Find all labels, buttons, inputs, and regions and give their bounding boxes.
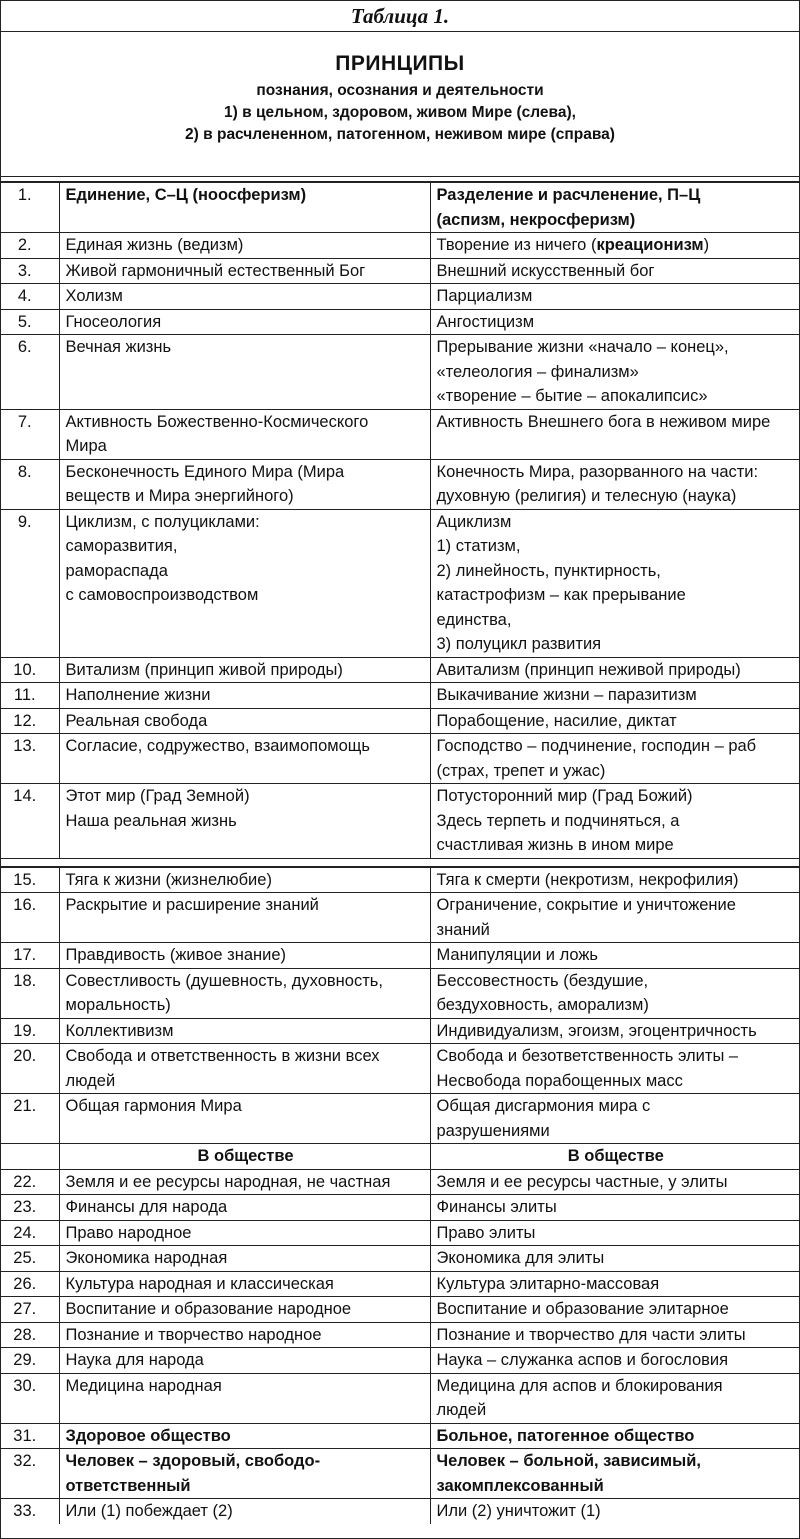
- table-row: [1, 708, 799, 734]
- cell-line: Ациклизм: [436, 512, 512, 531]
- principle-whole-world: [59, 284, 430, 310]
- cell-line: Гносеология: [65, 312, 162, 331]
- cell-line: Наша реальная жизнь: [65, 811, 237, 830]
- principle-whole-world: [59, 1348, 430, 1374]
- principle-dismembered-world: [430, 1322, 799, 1348]
- principle-dismembered-world: [430, 867, 799, 893]
- principle-whole-world: [59, 657, 430, 683]
- principle-dismembered-world: [430, 509, 799, 657]
- cell-line: Познание и творчество для части элиты: [436, 1325, 746, 1344]
- table-row: [1, 734, 799, 784]
- principle-dismembered-world: [430, 1271, 799, 1297]
- table-header: [1, 32, 799, 177]
- principle-whole-world: [59, 409, 430, 459]
- row-number: 30.: [1, 1373, 59, 1423]
- cell-line: В обществе: [567, 1147, 664, 1165]
- cell-line: Единая жизнь (ведизм): [65, 236, 244, 254]
- principle-whole-world: [59, 708, 430, 734]
- principle-whole-world: [59, 1044, 430, 1094]
- principle-whole-world: [59, 309, 430, 335]
- cell-line: Ограничение, сокрытие и уничтожение: [436, 896, 736, 914]
- table-row: [1, 1271, 799, 1297]
- table-caption: Таблица 1.: [1, 1, 799, 32]
- principle-whole-world: [59, 968, 430, 1018]
- cell-line: Живой гармоничный естественный Бог: [65, 261, 366, 280]
- row-number: 10.: [1, 657, 59, 683]
- principle-dismembered-world: [430, 893, 799, 943]
- table-row: [1, 1297, 799, 1323]
- row-number: 32.: [1, 1449, 59, 1499]
- cell-line: Или (2) уничтожит (1): [436, 1502, 601, 1520]
- principle-whole-world: [59, 1144, 430, 1170]
- cell-line: Наука – служанка аспов и богословия: [436, 1351, 729, 1369]
- principle-whole-world: [59, 1449, 430, 1499]
- cell-line: 2) линейность, пунктирность,: [436, 561, 661, 580]
- cell-line: Этот мир (Град Земной): [65, 787, 250, 805]
- cell-line: Или (1) побеждает (2): [65, 1502, 233, 1520]
- table-row: [1, 1195, 799, 1221]
- principle-dismembered-world: [430, 335, 799, 410]
- row-number: 21.: [1, 1094, 59, 1144]
- table-row: [1, 1094, 799, 1144]
- header-line-1: познания, осознания и деятельности: [256, 82, 544, 99]
- cell-line: рамораспада: [65, 561, 168, 580]
- cell-line: Бесконечность Единого Мира (Мира: [65, 462, 345, 481]
- cell-line: Человек – здоровый, свободо-: [65, 1452, 321, 1470]
- cell-line: Право элиты: [436, 1223, 536, 1242]
- cell-line: людей: [436, 1401, 487, 1419]
- principle-whole-world: [59, 1018, 430, 1044]
- cell-line: (страх, трепет и ужас): [436, 761, 606, 780]
- principle-dismembered-world: [430, 183, 799, 233]
- cell-line: Порабощение, насилие, диктат: [436, 711, 677, 730]
- principle-whole-world: [59, 1094, 430, 1144]
- row-number: 31.: [1, 1423, 59, 1449]
- cell-line: Наполнение жизни: [65, 686, 211, 704]
- row-number: 1.: [1, 183, 59, 233]
- cell-line: единства,: [436, 610, 512, 629]
- cell-line: 1) статизм,: [436, 537, 521, 555]
- principle-whole-world: [59, 943, 430, 969]
- cell-line: Наука для народа: [65, 1351, 204, 1369]
- principle-dismembered-world: [430, 968, 799, 1018]
- cell-line: Экономика народная: [65, 1249, 228, 1267]
- cell-line: (аспизм, некросферизм): [436, 210, 636, 229]
- principle-whole-world: [59, 893, 430, 943]
- row-number: 8.: [1, 459, 59, 509]
- row-number: 25.: [1, 1246, 59, 1272]
- row-number: 9.: [1, 509, 59, 657]
- cell-line: Реальная свобода: [65, 711, 208, 730]
- cell-line: Свобода и ответственность в жизни всех: [65, 1047, 380, 1065]
- cell-line: Воспитание и образование народное: [65, 1300, 352, 1318]
- row-number: 16.: [1, 893, 59, 943]
- cell-line: Разделение и расчленение, П–Ц: [436, 186, 701, 204]
- principle-dismembered-world: [430, 233, 799, 259]
- principle-whole-world: [59, 784, 430, 859]
- cell-line: Витализм (принцип живой природы): [65, 660, 343, 679]
- principle-dismembered-world: [430, 1297, 799, 1323]
- table-row: [1, 335, 799, 410]
- row-number: 7.: [1, 409, 59, 459]
- row-number: 23.: [1, 1195, 59, 1221]
- principle-dismembered-world: [430, 1169, 799, 1195]
- cell-line: Единение, С–Ц (ноосферизм): [65, 186, 307, 204]
- principles-table-part-2: [1, 867, 799, 1524]
- row-number: 33.: [1, 1499, 59, 1524]
- principle-whole-world: [59, 1297, 430, 1323]
- table-row: [1, 1144, 799, 1170]
- row-number: 13.: [1, 734, 59, 784]
- principle-dismembered-world: [430, 258, 799, 284]
- cell-line: веществ и Мира энергийного): [65, 487, 294, 505]
- principle-dismembered-world: [430, 1449, 799, 1499]
- table-break: [1, 859, 799, 867]
- principle-dismembered-world: [430, 309, 799, 335]
- cell-line: В обществе: [197, 1147, 294, 1165]
- table-row: [1, 409, 799, 459]
- principle-whole-world: [59, 867, 430, 893]
- table-row: [1, 1499, 799, 1524]
- principle-dismembered-world: [430, 657, 799, 683]
- cell-line: счастливая жизнь в ином мире: [436, 836, 674, 854]
- cell-line: Раскрытие и расширение знаний: [65, 896, 319, 914]
- cell-line: Правдивость (живое знание): [65, 946, 287, 964]
- table-row: [1, 1220, 799, 1246]
- cell-line: людей: [65, 1071, 116, 1090]
- table-row: [1, 1044, 799, 1094]
- table-row: [1, 233, 799, 259]
- cell-line: Внешний искусственный бог: [436, 261, 655, 280]
- cell-line: Общая гармония Мира: [65, 1097, 242, 1115]
- cell-line: Парциализм: [436, 287, 533, 305]
- cell-line: Выкачивание жизни – паразитизм: [436, 686, 697, 704]
- principle-whole-world: [59, 1423, 430, 1449]
- table-row: [1, 1449, 799, 1499]
- cell-line: Несвобода порабощенных масс: [436, 1071, 683, 1090]
- principle-whole-world: [59, 183, 430, 233]
- principle-dismembered-world: [430, 1246, 799, 1272]
- row-number: 29.: [1, 1348, 59, 1374]
- table-row: [1, 459, 799, 509]
- row-number: 15.: [1, 867, 59, 893]
- cell-line: Потусторонний мир (Град Божий): [436, 787, 693, 805]
- row-number: 26.: [1, 1271, 59, 1297]
- principle-dismembered-world: [430, 1144, 799, 1170]
- principle-whole-world: [59, 683, 430, 709]
- cell-line: Авитализм (принцип неживой природы): [436, 660, 741, 679]
- table-row: [1, 1169, 799, 1195]
- principle-dismembered-world: [430, 784, 799, 859]
- cell-line: Циклизм, с полуциклами:: [65, 512, 260, 531]
- row-number: 5.: [1, 309, 59, 335]
- table-row: [1, 1423, 799, 1449]
- principle-dismembered-world: [430, 1018, 799, 1044]
- table-row: [1, 1373, 799, 1423]
- principle-dismembered-world: [430, 708, 799, 734]
- table-row: [1, 657, 799, 683]
- table-row: [1, 1322, 799, 1348]
- principle-whole-world: [59, 335, 430, 410]
- cell-line: Здесь терпеть и подчиняться, а: [436, 811, 680, 830]
- principle-whole-world: [59, 1322, 430, 1348]
- cell-line: Медицина для аспов и блокирования: [436, 1376, 723, 1395]
- table-row: [1, 1348, 799, 1374]
- row-number: 24.: [1, 1220, 59, 1246]
- cell-line: Манипуляции и ложь: [436, 946, 599, 964]
- cell-line: Господство – подчинение, господин – раб: [436, 737, 757, 755]
- table-row: [1, 284, 799, 310]
- cell-line: Общая дисгармония мира с: [436, 1097, 651, 1115]
- row-number: 28.: [1, 1322, 59, 1348]
- row-number: 18.: [1, 968, 59, 1018]
- cell-line: Познание и творчество народное: [65, 1325, 322, 1344]
- row-number: 20.: [1, 1044, 59, 1094]
- principle-whole-world: [59, 233, 430, 259]
- cell-line: Земля и ее ресурсы народная, не частная: [65, 1172, 391, 1191]
- principle-whole-world: [59, 1169, 430, 1195]
- principle-dismembered-world: [430, 1499, 799, 1524]
- principle-dismembered-world: [430, 1195, 799, 1221]
- cell-line: Свобода и безответственность элиты –: [436, 1047, 739, 1065]
- cell-line: Активность Божественно-Космического: [65, 412, 369, 431]
- row-number: [1, 1144, 59, 1170]
- principle-whole-world: [59, 1220, 430, 1246]
- table-row: [1, 943, 799, 969]
- table-row: [1, 968, 799, 1018]
- table-row: [1, 867, 799, 893]
- cell-line: Мира: [65, 437, 107, 455]
- cell-line: Воспитание и образование элитарное: [436, 1300, 729, 1318]
- principle-whole-world: [59, 509, 430, 657]
- principle-whole-world: [59, 1271, 430, 1297]
- table-row: [1, 258, 799, 284]
- principle-whole-world: [59, 734, 430, 784]
- table-row: [1, 1018, 799, 1044]
- principle-dismembered-world: [430, 1423, 799, 1449]
- cell-line: духовную (религия) и телесную (наука): [436, 487, 737, 505]
- row-number: 14.: [1, 784, 59, 859]
- cell-line: ответственный: [65, 1476, 191, 1495]
- table-row: [1, 893, 799, 943]
- cell-line: Экономика для элиты: [436, 1249, 605, 1267]
- cell-line: Тяга к смерти (некротизм, некрофилия): [436, 870, 739, 889]
- header-title: ПРИНЦИПЫ: [335, 52, 465, 75]
- cell-line: Финансы элиты: [436, 1198, 557, 1216]
- principle-whole-world: [59, 1195, 430, 1221]
- cell-line: Финансы для народа: [65, 1198, 228, 1216]
- cell-line: Ангостицизм: [436, 312, 535, 331]
- cell-line: саморазвития,: [65, 537, 178, 555]
- principle-dismembered-world: [430, 1220, 799, 1246]
- cell-line: Конечность Мира, разорванного на части:: [436, 462, 759, 481]
- cell-line: Здоровое общество: [65, 1426, 231, 1445]
- cell-line: моральность): [65, 996, 171, 1014]
- row-number: 17.: [1, 943, 59, 969]
- row-number: 3.: [1, 258, 59, 284]
- cell-line: Индивидуализм, эгоизм, эгоцентричность: [436, 1021, 757, 1040]
- cell-line: Культура народная и классическая: [65, 1274, 334, 1293]
- principle-dismembered-world: [430, 1373, 799, 1423]
- cell-line: Вечная жизнь: [65, 338, 172, 356]
- cell-line: Холизм: [65, 287, 123, 305]
- table-row: [1, 683, 799, 709]
- principle-whole-world: [59, 1499, 430, 1524]
- principle-dismembered-world: [430, 1348, 799, 1374]
- header-line-2: 1) в цельном, здоровом, живом Мире (слева),: [224, 104, 576, 121]
- emphasis-creationism: креационизм: [596, 236, 704, 254]
- row-number: 12.: [1, 708, 59, 734]
- cell-line: Коллективизм: [65, 1021, 174, 1040]
- principle-dismembered-world: [430, 734, 799, 784]
- cell-line: Медицина народная: [65, 1376, 222, 1395]
- cell-line: Бессовестность (бездушие,: [436, 971, 649, 990]
- table-row: [1, 183, 799, 233]
- cell-line: Прерывание жизни «начало – конец»,: [436, 338, 729, 356]
- cell-line: Культура элитарно-массовая: [436, 1274, 660, 1293]
- principles-table-part-1: [1, 182, 799, 859]
- principle-dismembered-world: [430, 683, 799, 709]
- cell-line: бездуховность, аморализм): [436, 996, 649, 1014]
- cell-line: «творение – бытие – апокалипсис»: [436, 387, 708, 405]
- table-row: [1, 784, 799, 859]
- row-number: 2.: [1, 233, 59, 259]
- principle-dismembered-world: [430, 409, 799, 459]
- cell-line: Творение из ничего (креационизм): [436, 236, 710, 254]
- cell-line: знаний: [436, 920, 490, 939]
- header-subtitle: [1, 80, 799, 146]
- cell-line: Совестливость (душевность, духовность,: [65, 971, 383, 990]
- header-line-3: 2) в расчлененном, патогенном, неживом мире (справа): [185, 126, 615, 143]
- cell-line: Земля и ее ресурсы частные, у элиты: [436, 1172, 728, 1191]
- cell-line: «телеология – финализм»: [436, 362, 639, 381]
- row-number: 6.: [1, 335, 59, 410]
- row-number: 11.: [1, 683, 59, 709]
- cell-line: Больное, патогенное общество: [436, 1426, 695, 1445]
- cell-line: Активность Внешнего бога в неживом мире: [436, 412, 771, 431]
- cell-line: катастрофизм – как прерывание: [436, 586, 686, 604]
- principle-whole-world: [59, 1373, 430, 1423]
- principle-dismembered-world: [430, 943, 799, 969]
- cell-line: 3) полуцикл развития: [436, 635, 602, 653]
- principle-dismembered-world: [430, 1044, 799, 1094]
- table-row: [1, 509, 799, 657]
- table-row: [1, 309, 799, 335]
- cell-line: с самовоспроизводством: [65, 586, 259, 604]
- principle-whole-world: [59, 459, 430, 509]
- cell-line: закомплексованный: [436, 1476, 604, 1495]
- principle-dismembered-world: [430, 284, 799, 310]
- principle-whole-world: [59, 258, 430, 284]
- cell-line: Право народное: [65, 1223, 192, 1242]
- cell-line: Человек – больной, зависимый,: [436, 1452, 701, 1470]
- principle-dismembered-world: [430, 1094, 799, 1144]
- principle-dismembered-world: [430, 459, 799, 509]
- cell-line: Тяга к жизни (жизнелюбие): [65, 870, 272, 889]
- principle-whole-world: [59, 1246, 430, 1272]
- row-number: 19.: [1, 1018, 59, 1044]
- row-number: 27.: [1, 1297, 59, 1323]
- cell-line: Согласие, содружество, взаимопомощь: [65, 737, 370, 755]
- cell-line: разрушениями: [436, 1121, 550, 1140]
- row-number: 22.: [1, 1169, 59, 1195]
- table-row: [1, 1246, 799, 1272]
- row-number: 4.: [1, 284, 59, 310]
